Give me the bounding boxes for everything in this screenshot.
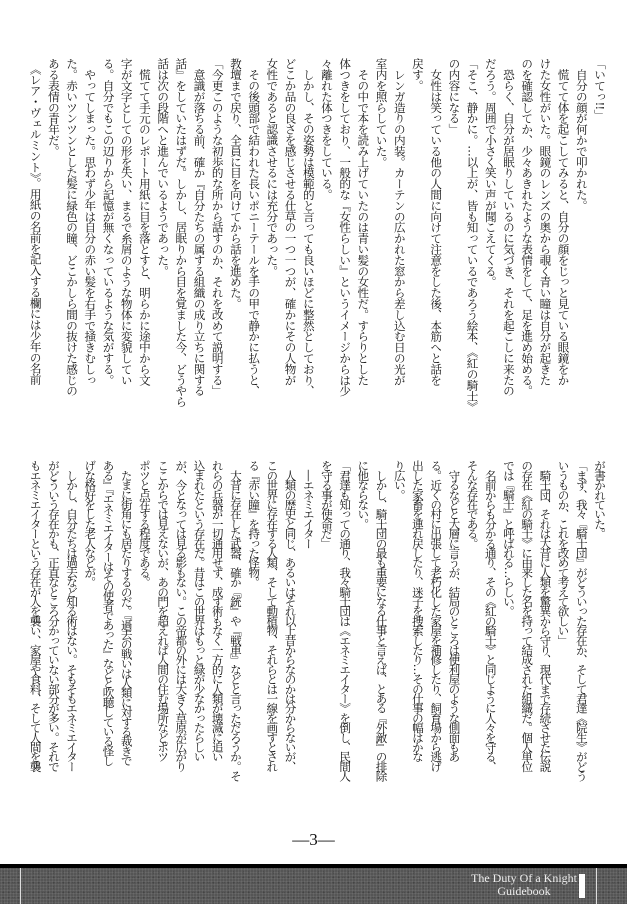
text-line: 名前からも分かる通り、その《紅の騎士》と同じように人々を守る、	[483, 460, 498, 771]
text-line: 守るなどと大層に言うが、結局のところは便利屋のような側面もあ	[447, 460, 462, 761]
text-line: 「いてっ!!」	[593, 58, 607, 121]
text-line: しかし、自分たちは過去など知る術はない。そもそもエネミエイター	[65, 460, 80, 771]
text-line: ここからでは見えないが、あの門を超えれば人間の住む場所などポツ	[156, 460, 171, 761]
text-line: 人類の歴史と同じ、あるいはそれ以上昔からなのかは分からないが、	[283, 460, 298, 771]
text-line: たまに街角にも居たりするのだ。『過去の戦いは人類に対する裁きで	[119, 460, 134, 765]
text-line: 話』をしていたはずだ。しかし、居眠りから目を覚ました今、どうやら	[174, 58, 189, 407]
text-line: 自分の顔が何かで叩かれた。	[574, 58, 589, 211]
text-line: けた女性がいた。眼鏡のレンズの奥から覗く青い瞳は自分が起きた	[538, 58, 553, 385]
book-title	[471, 872, 577, 898]
page-number: —3—	[292, 830, 335, 849]
text-line: レンガ造りの内装。カーテンの広かれた窓から差し込む日の光が	[392, 58, 407, 385]
footer-mark-icon	[579, 874, 585, 898]
text-line: 「今更このような初歩的な所から話すのか、それを改めて説明する」	[210, 58, 225, 396]
text-line: 体つきをしており、一般的な『女性らしい』というイメージからは少	[338, 58, 353, 396]
text-line: 出した家畜を連れ戻したり、迷子を捜索したり…その仕事の幅はかな	[410, 460, 425, 761]
text-line: り広い。	[392, 460, 407, 499]
text-line: 女性は笑っている他の人間に向けて注意をした後、本筋へと話を	[429, 58, 444, 385]
text-line: が書かれていた。	[593, 460, 607, 538]
text-line: 慌てて手元のレポート用紙に目を落とすと、明らかに途中から文	[137, 58, 152, 385]
text-line: れらの兵器が一切通用せず、成す術もなく一方的に人類が壊滅に追い	[210, 460, 225, 761]
text-line: しかし、騎士団の最も重要になる仕事と言えば、とある『外敵』の排除	[374, 460, 389, 781]
text-line: 慌てて体を起こしてみると、自分の顔をじっと見ている眼鏡をか	[556, 58, 571, 385]
text-line: に他ならない。	[356, 460, 371, 528]
text-line: しかし、その姿勢は模範的と言っても良いほどに整然としており、	[301, 58, 316, 396]
text-line: 字が文字としての形を失い、まるで糸屑のような物体に変貌してい	[119, 58, 134, 385]
text-line: 込まれたという存在だ。昔はこの世界はもっと緑が少なかったらしい	[192, 460, 207, 761]
text-line: 教壇まで戻り、全員に目を向けてから話を進めた。	[228, 58, 243, 309]
footer-divider-left	[20, 868, 21, 904]
text-line: 恐らく、自分が居眠りしているのに気づき、それを起こしに来たの	[501, 58, 516, 396]
text-line: そんな存在である。	[465, 460, 480, 548]
text-line: る『赤い瞳』を持った怪物。	[247, 460, 262, 587]
text-line: 意識が落ちる前、確か『自分たちの属する組織の成り立ちに関する	[192, 58, 207, 396]
upper-text-block	[27, 58, 610, 443]
book-title-line1: The Duty Of a Knight	[471, 871, 577, 885]
text-line: 騎士団、それは大昔に人類を驚異から守り、現代まで存続させた伝説	[538, 460, 553, 771]
text-line: の内容になる」	[447, 58, 462, 135]
text-line: 「まず、我々『騎士団』がどういった存在か、そして君達《院生》がどう	[574, 460, 589, 781]
text-line: 「そこ、静かに。…以上が、皆も知っているであろう絵本、《紅の騎士》	[465, 58, 480, 412]
text-line: では『騎士』と呼ばれる…らしい。	[501, 460, 516, 616]
text-line: その後頭部で結われた長いポニーテールを手の甲で静かに払うと、	[247, 58, 262, 396]
text-line: 々離れた体つきをしている。	[319, 58, 334, 200]
text-line: だろう。周囲で小さく笑い声が聞こえてくる。	[483, 58, 498, 287]
text-line: もエネミエイターという存在が人を襲い、家屋や食料、そして人間を襲	[28, 460, 43, 771]
text-line: その中で本を読み上げていたのは青い髪の女性だ。すらりとした	[356, 58, 371, 385]
text-line: 《レア・ヴェルミント》。用紙の名前を記入する欄には少年の名前	[28, 58, 43, 385]
text-line: を守る事が使命だ」	[319, 460, 334, 548]
text-line: いうものか、これを改めて考えて欲しい」	[556, 460, 571, 645]
text-line: 「君達も知っての通り、我々騎士団は《エネミエイター》を倒し、民間人	[338, 460, 353, 781]
text-line: どこか品の良さを感じさせる仕草の一つ一つが、確かにその人物が	[283, 58, 298, 385]
lower-text-block	[27, 460, 610, 805]
text-line: 室内を照らしていた。	[374, 58, 389, 167]
text-line: ある』『エネミエイターはその使者であった』などと吹聴している怪し	[101, 460, 116, 765]
text-line: る。近くの村に出張して老朽化した家屋を補修したり、飼育場から逃げ	[429, 460, 444, 771]
text-line: のを確認してか、少々あきれたような表情をして、足を進め始める。	[520, 58, 535, 396]
text-line: ―エネミエイター	[301, 460, 316, 548]
text-line: ある表情の青年だ。	[46, 58, 61, 157]
text-line: が、今となっては見る影もない。この帝都の外には大きく草原が広がり	[174, 460, 189, 771]
text-line: この世界に存在する人類、そして動植物、それらとは一線を画すとされ	[265, 460, 280, 771]
footer-divider-right	[596, 868, 597, 904]
text-line: の存在《紅の騎士》に由来した名を持って結成された組織だ。個人単位	[520, 460, 535, 771]
text-line: がどういう存在かも、正直なところ分かっていない部分が多い。それで	[46, 460, 61, 771]
text-line: やってしまった。思わず少年は自分の赤い髪を右手で掻きむしっ	[83, 58, 98, 385]
text-line: る。自分でもこの辺りから記憶が無くなっているような気がする。	[101, 58, 116, 385]
text-line: 女性であると認識させるには充分であった。	[265, 58, 280, 276]
text-line: 大昔に存在した武器、確か『銃』や『戦車』などと言っただろうか。そ	[228, 460, 243, 781]
footer-band	[0, 864, 627, 904]
text-line: た。赤いツンツンとした髪に緑色の瞳、どこかしら間の抜けた感じの	[65, 58, 80, 396]
text-line: げな格好をした老人などが。	[83, 460, 98, 587]
book-title-line2: Guidebook	[497, 884, 551, 898]
text-line: 戻す。	[410, 58, 425, 91]
text-line: 話は次の段階へと進んでいるようであった。	[156, 58, 171, 276]
text-line: ポツと点在する程度である。	[137, 460, 152, 587]
